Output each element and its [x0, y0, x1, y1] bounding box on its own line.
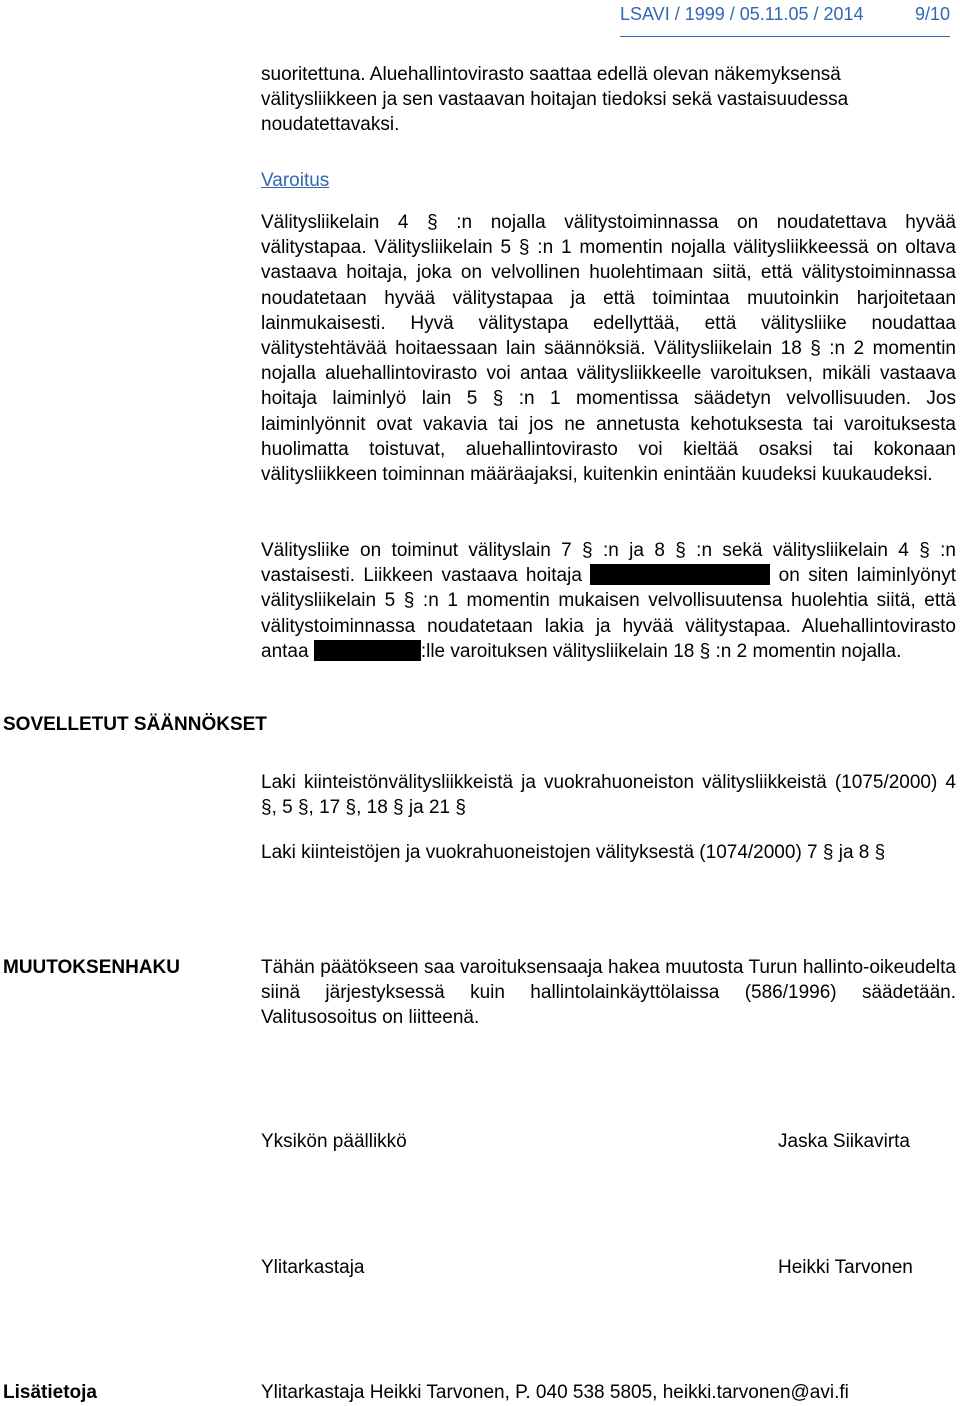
signature-title-1: Yksikön päällikkö: [261, 1131, 407, 1152]
applied-rules-label: SOVELLETUT SÄÄNNÖKSET: [3, 714, 267, 735]
appeal-label: MUUTOKSENHAKU: [3, 957, 180, 978]
header-divider: [620, 36, 950, 37]
warning-p2-text-3: :lle varoituksen välitysliikelain 18 § :n 2 momentin nojalla.: [420, 640, 902, 662]
applied-rules-section-2: [261, 840, 956, 865]
document-reference: LSAVI / 1999 / 05.11.05 / 2014: [620, 4, 864, 24]
signature-name-2: Heikki Tarvonen: [778, 1257, 913, 1278]
applied-rules-section: [261, 770, 956, 820]
contact-text: Ylitarkastaja Heikki Tarvonen, P. 040 538 5805, heikki.tarvonen@avi.fi: [261, 1382, 849, 1403]
warning-heading: Varoitus: [261, 170, 330, 191]
signature-name-1: Jaska Siikavirta: [778, 1131, 910, 1152]
contact-label: Lisätietoja: [3, 1382, 97, 1403]
warning-p2-text-2: on siten laiminlyönyt välitysliikelain 5 § :n 1 momentin mukaisen velvollisuutensa huolehtia siitä, että välitystoiminnassa noudatetaan lakia ja hyvää välitystapaa. Aluehallintovirasto antaa: [261, 565, 956, 662]
warning-heading-wrap: [261, 168, 956, 193]
warning-section: [261, 210, 956, 487]
warning-paragraph-2: [261, 538, 956, 664]
signature-title-2: Ylitarkastaja: [261, 1257, 365, 1278]
redaction-box: [314, 640, 421, 661]
intro-section: [261, 62, 956, 138]
law-reference-1: Laki kiinteistönvälitysliikkeistä ja vuokrahuoneiston välitysliikkeistä (1075/2000) 4 §, 5 §, 17 §, 18 § ja 21 §: [261, 772, 956, 819]
warning-decision: [261, 538, 956, 664]
appeal-text: Tähän päätökseen saa varoituksensaaja hakea muutosta Turun hallinto-oikeudelta siinä järjestyksessä kuin hallintolainkäyttölaissa (586/1996) säädetään. Valitusosoitus on liitteenä.: [261, 957, 956, 1029]
intro-paragraph: suoritettuna. Aluehallintovirasto saattaa edellä olevan näkemyksensä välitysliikkeen ja sen vastaavan hoitajan tiedoksi sekä vastaisuudessa noudatettavaksi.: [261, 64, 849, 136]
redaction-box: [590, 564, 770, 585]
appeal-section: [261, 955, 956, 1031]
warning-p2-text-1: Välitysliike on toiminut välityslain 7 § :n ja 8 § :n sekä välitysliikelain 4 § :n vastaisesti. Liikkeen vastaava hoitaja: [261, 540, 956, 587]
page-number: 9/10: [914, 4, 950, 24]
warning-paragraph-1: Välitysliikelain 4 § :n nojalla välitystoiminnassa on noudatettava hyvää välitystapaa. Välitysliikelain 5 § :n 1 momentin nojalla välitysliikkeessä on oltava vastaava hoitaja, joka on velvollinen huolehtimaan siitä, että välitystoiminnassa noudatetaan hyvää välitystapaa ja että toimintaa muutoinkin harjoitetaan lainmukaisesti. Hyvä välitystapa edellyttää, että välitysliike noudattaa välitystehtävää hoitaessaan lain säännöksiä. Välitysliikelain 18 § :n 2 momentin nojalla aluehallintovirasto voi antaa välitysliikkeelle varoituksen, mikäli vastaava hoitaja laiminlyö lain 5 § :n 1 momentissa säädetyn velvollisuuden. Jos laiminlyönnit ovat vakavia tai jos ne annetusta kehotuksesta tai varoituksesta huolimatta toistuvat, aluehallintovirasto voi kieltää osaksi tai kokonaan välitysliikkeen toiminnan määräajaksi, kuitenkin enintään kuudeksi kuukaudeksi.: [261, 212, 956, 486]
law-reference-2: Laki kiinteistöjen ja vuokrahuoneistojen välityksestä (1074/2000) 7 § ja 8 §: [261, 842, 886, 863]
